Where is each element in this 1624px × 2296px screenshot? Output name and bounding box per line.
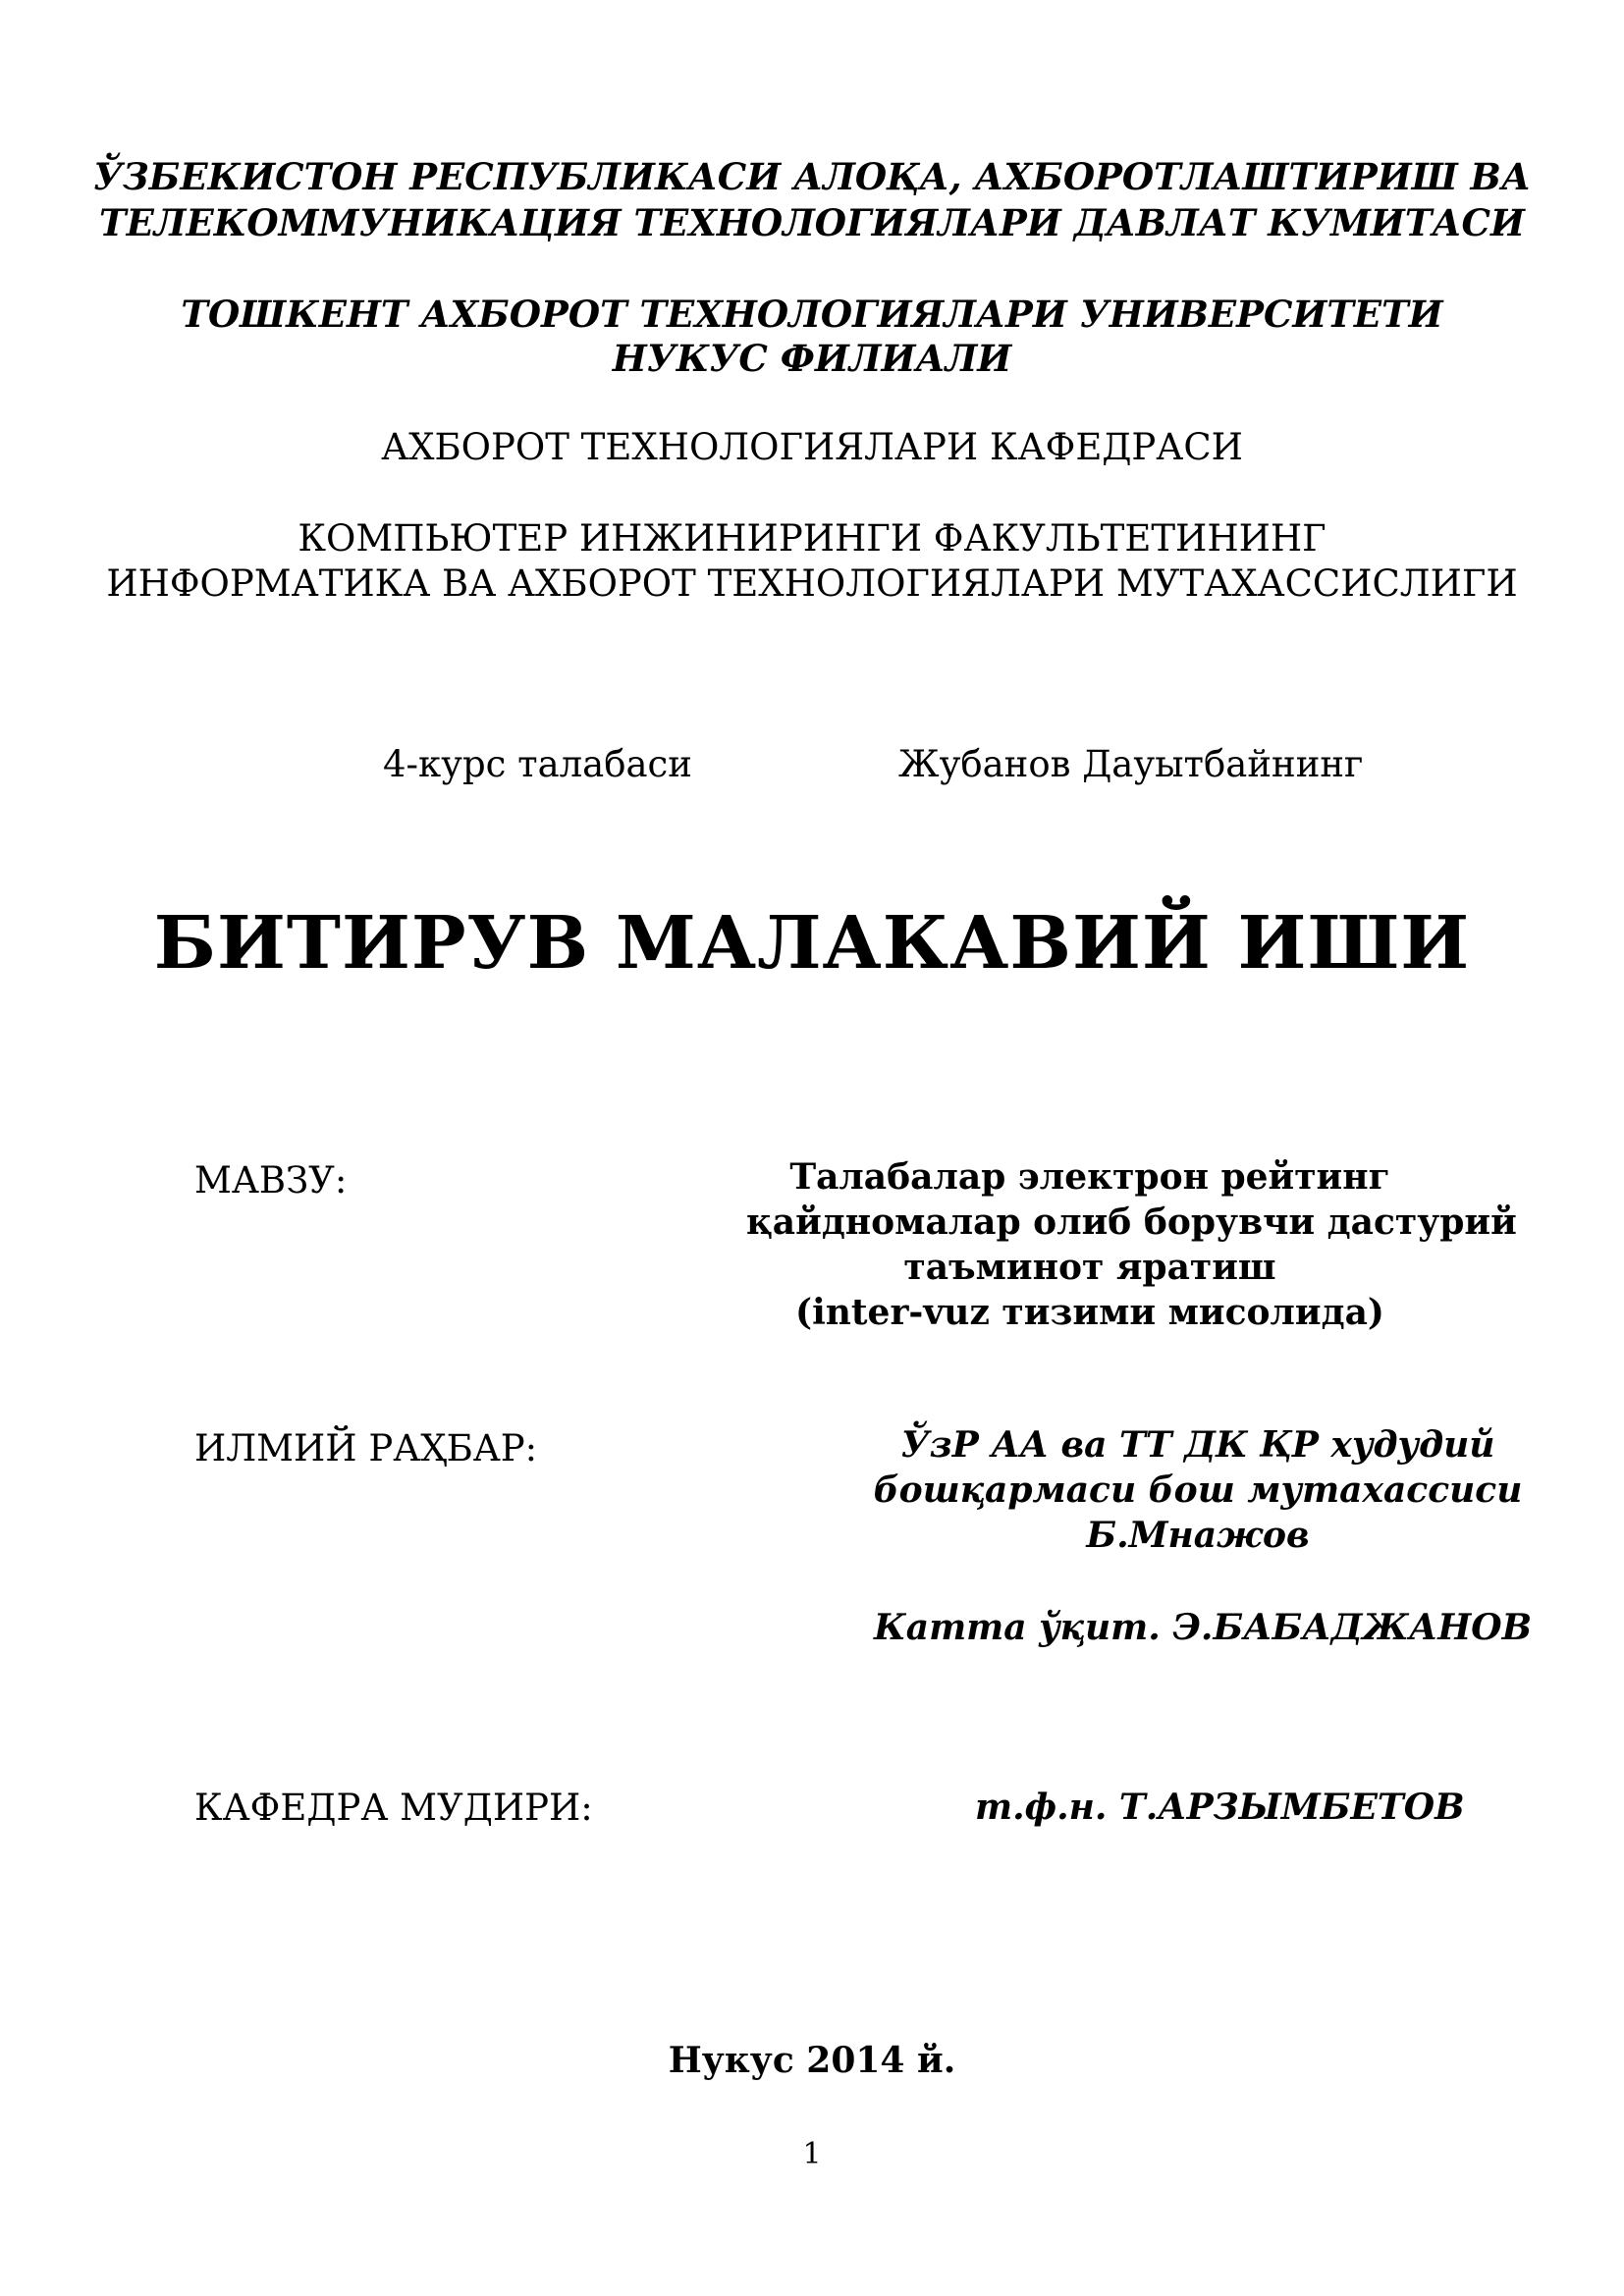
student-course: 4-курс талабаси [383, 743, 692, 785]
supervisor-text [844, 1422, 1551, 1558]
faculty-line-2: ИНФОРМАТИКА ВА АХБОРОТ ТЕХНОЛОГИЯЛАРИ МУТАХАССИСЛИГИ [106, 562, 1518, 605]
faculty-line-1: КОМПЬЮТЕР ИНЖИНИРИНГИ ФАКУЛЬТЕТИНИНГ [298, 517, 1326, 560]
page-number: 1 [802, 2137, 822, 2171]
supervisor-second: Катта ўқит. Э.БАБАДЖАНОВ [874, 1607, 1532, 1648]
document-title: БИТИРУВ МАЛАКАВИЙ ИШИ [153, 901, 1471, 986]
topic-label: МАВЗУ: [194, 1159, 348, 1201]
topic-text [746, 1154, 1517, 1335]
supervisor-line: ЎзР АА ва ТТ ДК ҚР худудий [900, 1424, 1495, 1466]
committee-line-2: ТЕЛЕКОММУНИКАЦИЯ ТЕХНОЛОГИЯЛАРИ ДАВЛАТ КУМИТАСИ [99, 201, 1525, 244]
head-name: т.ф.н. Т.АРЗЫМБЕТОВ [975, 1787, 1465, 1828]
student-name: Жубанов Дауытбайнинг [898, 743, 1364, 785]
committee-line-1: ЎЗБЕКИСТОН РЕСПУБЛИКАСИ АЛОҚА, АХБОРОТЛАШТИРИШ ВА [93, 155, 1531, 198]
supervisor-line: бошқармаси бош мутахассиси [873, 1469, 1523, 1511]
topic-line: таъминот яратиш [903, 1247, 1276, 1288]
topic-line: Талабалар электрон рейтинг [789, 1156, 1390, 1198]
head-label: КАФЕДРА МУДИРИ: [194, 1787, 593, 1829]
university-line-2: НУКУС ФИЛИАЛИ [612, 337, 1012, 380]
department: АХБОРОТ ТЕХНОЛОГИЯЛАРИ КАФЕДРАСИ [381, 426, 1243, 468]
topic-line: (inter-vuz тизими мисолида) [795, 1292, 1384, 1333]
city-year: Нукус 2014 й. [668, 2040, 956, 2081]
university-line-1: ТОШКЕНТ АХБОРОТ ТЕХНОЛОГИЯЛАРИ УНИВЕРСИТЕТИ [181, 293, 1443, 336]
supervisor-line: Б.Мнажов [1086, 1515, 1310, 1556]
topic-line: қайдномалар олиб борувчи дастурий [746, 1201, 1517, 1243]
supervisor-label: ИЛМИЙ РАҲБАР: [194, 1427, 538, 1469]
